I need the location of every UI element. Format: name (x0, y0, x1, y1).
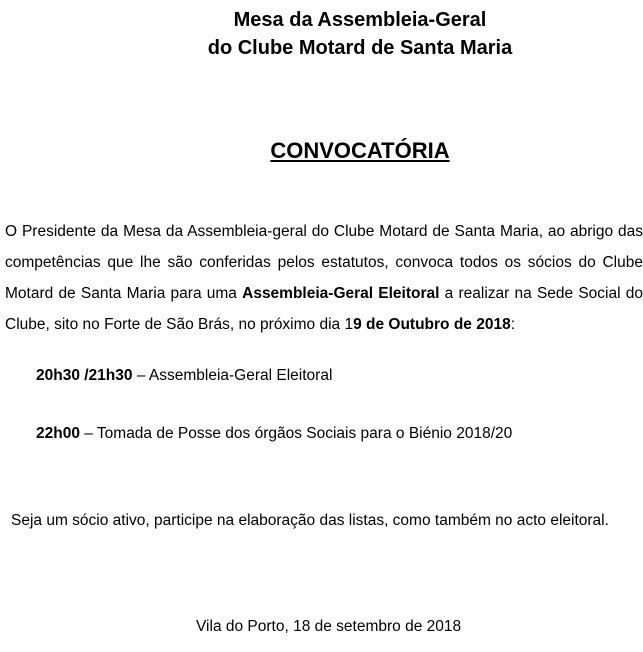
agenda-time: 22h00 (36, 425, 80, 442)
document-header (0, 6, 643, 62)
notice-paragraph (5, 216, 643, 340)
agenda-separator: – (132, 367, 149, 384)
header-line-2: do Clube Motard de Santa Maria (207, 37, 513, 59)
agenda-item (36, 366, 332, 386)
place-and-date: Vila do Porto, 18 de setembro de 2018 (196, 618, 462, 635)
document-title: CONVOCATÓRIA (270, 138, 450, 163)
notice-text-part-1: O Presidente da Mesa da Assembleia-geral do Clube Motard de Santa Maria, ao abrigo das competências que lhe são conferidas pelos estatutos, convoca todos os sócios do Clube Motard de Santa Maria para uma (5, 223, 643, 302)
notice-text-part-2: a realizar na Sede Social do Clube, sito no Forte de São Brás, no próximo dia 1 (5, 285, 643, 333)
agenda-description: Assembleia-Geral Eleitoral (148, 367, 333, 384)
notice-date: 9 de Outubro de 2018 (353, 316, 511, 333)
agenda-separator: – (79, 425, 97, 442)
agenda-item (36, 424, 512, 444)
agenda-time: 20h30 /21h30 (36, 367, 133, 384)
notice-event-name: Assembleia-Geral Eleitoral (242, 285, 440, 302)
notice-text-part-3: : (510, 316, 516, 333)
appeal-text: Seja um sócio ativo, participe na elaboração das listas, como também no acto eleitoral. (11, 512, 609, 529)
agenda-description: Tomada de Posse dos órgãos Sociais para o Biénio 2018/20 (96, 425, 513, 442)
header-line-1: Mesa da Assembleia-Geral (233, 9, 487, 31)
